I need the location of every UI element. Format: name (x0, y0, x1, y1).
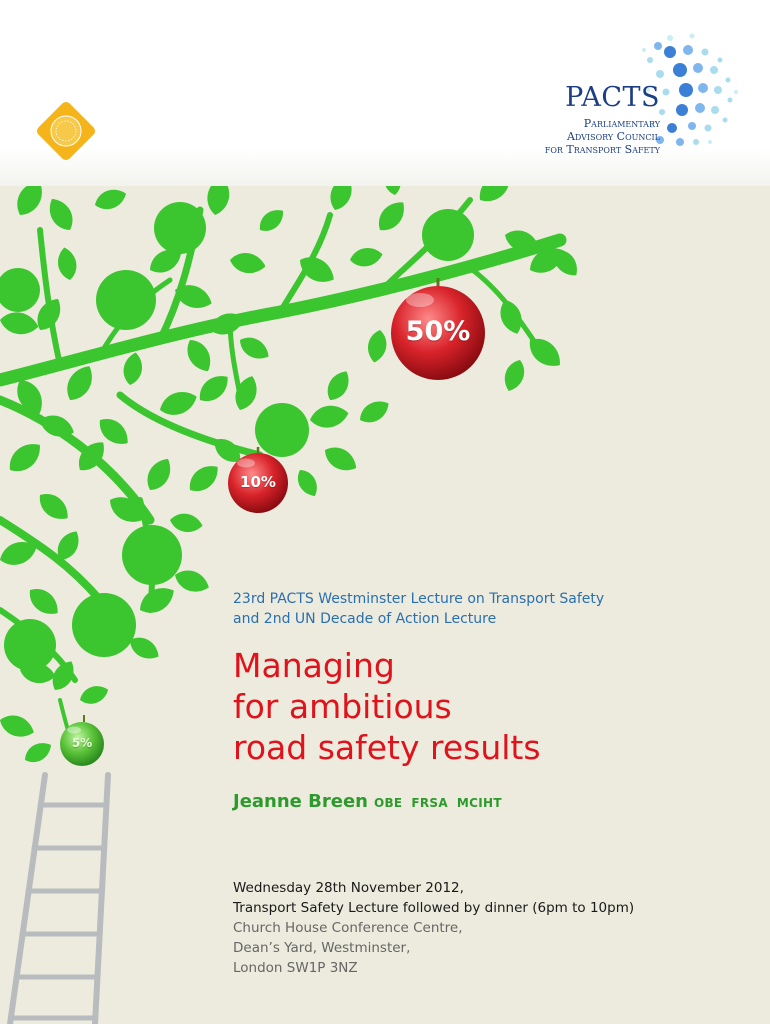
venue-line-2: Dean’s Yard, Westminster, (233, 940, 411, 956)
speaker-credentials: OBE FRSA MCIHT (373, 796, 502, 810)
ladder-icon (10, 775, 108, 1024)
lecture-line-2: and 2nd UN Decade of Action Lecture (233, 611, 497, 627)
event-date: Wednesday 28th November 2012, (233, 880, 464, 896)
event-details (233, 878, 753, 978)
title-line-2: for ambitious (233, 687, 452, 726)
lecture-subtitle (233, 589, 753, 629)
speaker (233, 791, 502, 812)
un-decade-badge (31, 96, 101, 166)
event-description: Transport Safety Lecture followed by dinner (6pm to 10pm) (233, 900, 635, 916)
pacts-subtitle-line-3: for Transport Safety (544, 143, 660, 156)
title-line-3: road safety results (233, 728, 541, 767)
speaker-name: Jeanne Breen (233, 791, 368, 812)
pacts-subtitle-line-2: Advisory Council (566, 130, 660, 143)
venue-line-1: Church House Conference Centre, (233, 920, 463, 936)
page-title (233, 645, 763, 768)
title-line-1: Managing (233, 646, 395, 685)
apple-50-label: 50% (405, 316, 471, 347)
apple-10-label: 10% (240, 473, 276, 491)
pacts-subtitle-line-1: Parliamentary (583, 117, 660, 130)
pacts-logo (520, 30, 760, 160)
pacts-wordmark: PACTS (565, 82, 660, 113)
lecture-line-1: 23rd PACTS Westminster Lecture on Transport Safety (233, 591, 605, 607)
venue-line-3: London SW1P 3NZ (233, 960, 358, 976)
apple-5-label: 5% (71, 736, 93, 750)
